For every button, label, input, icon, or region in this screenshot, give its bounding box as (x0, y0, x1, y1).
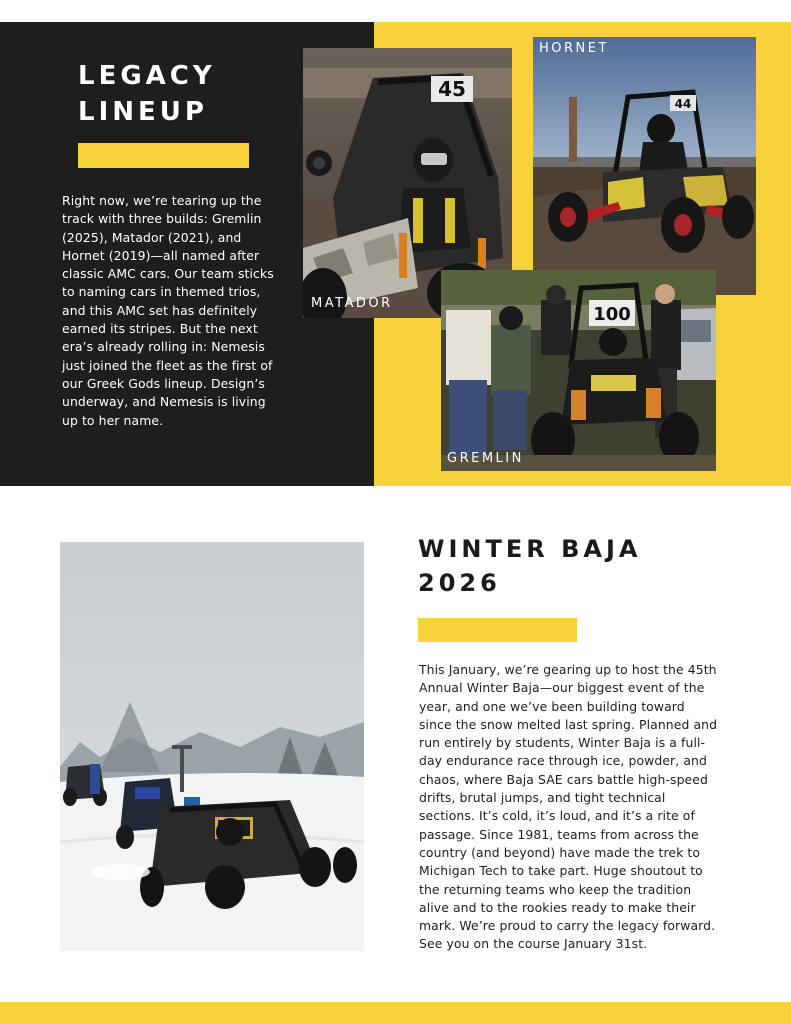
winter-body-text: This January, we’re gearing up to host the 45th Annual Winter Baja—our biggest event of the year, and one we’ve been building toward since the snow melted last spring. Planned and run entirely by students, Winter Baja is a full-day endurance race through ice, powder, and chaos, where Baja SAE cars battle high-speed drifts, brutal jumps, and tight technical sections. It’s cold, it’s loud, and it’s a rite of passage. Since 1981, teams from across the country (and beyond) have made the trek to Michigan Tech to take part. Huge shoutout to the returning teams who keep the tradition alive and to the rookies ready to make their mark. We’re proud to carry the legacy forward. See you on the course January 31st. (419, 662, 718, 952)
hornet-photo (533, 37, 756, 295)
winter-accent-bar (418, 618, 577, 642)
top-margin (0, 0, 791, 22)
winter-title-line1: WINTER BAJA (418, 535, 642, 563)
winter-title-line2: 2026 (418, 569, 501, 597)
bottom-accent-bar (0, 1002, 791, 1024)
hornet-label: HORNET (539, 41, 609, 56)
legacy-title-line2: LINEUP (78, 97, 208, 127)
gremlin-photo (441, 270, 716, 471)
legacy-body-text: Right now, we’re tearing up the track with three builds: Gremlin (2025), Matador (2021), and Hornet (2019)—all named after classic AMC cars. Our team sticks to naming cars in themed trios, and this AMC set has definitely earned its stripes. But the next era’s already rolling in: Nemesis just joined the fleet as the first of our Greek Gods lineup. Design’s underway, and Nemesis is living up to her name. (62, 193, 274, 428)
winter-baja-photo (60, 542, 364, 951)
gremlin-car-number: 100 (593, 304, 631, 325)
legacy-title-line1: LEGACY (78, 61, 216, 91)
legacy-accent-bar (78, 143, 249, 168)
matador-label: MATADOR (311, 296, 393, 311)
legacy-lineup-heading (78, 58, 338, 130)
gremlin-label: GREMLIN (447, 451, 524, 466)
hornet-car-number: 44 (674, 97, 692, 111)
matador-car-number: 45 (438, 77, 466, 101)
winter-baja-heading (418, 532, 748, 600)
